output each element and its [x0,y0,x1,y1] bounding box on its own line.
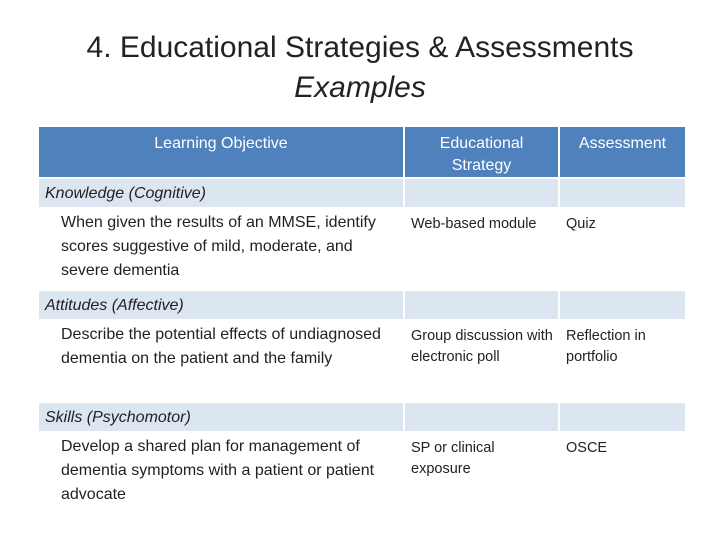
category-blank-cell [404,402,559,432]
category-row [38,402,686,432]
table-row [38,208,686,290]
objective-cell: Describe the potential effects of undiagnosed dementia on the patient and the family [38,320,404,402]
table-header-row [38,126,686,178]
assessment-cell: Quiz [559,208,686,290]
objective-cell: Develop a shared plan for management of dementia symptoms with a patient or patient advocate [38,432,404,532]
table-row [38,432,686,532]
category-row [38,178,686,208]
objective-cell: When given the results of an MMSE, identify scores suggestive of mild, moderate, and severe dementia [38,208,404,290]
strategy-cell: SP or clinical exposure [404,432,559,532]
category-label: Skills (Psychomotor) [38,402,404,432]
header-assessment: Assessment [559,126,686,178]
category-blank-cell [559,290,686,320]
category-blank-cell [404,178,559,208]
header-educational-strategy: Educational Strategy [404,126,559,178]
table-row [38,320,686,402]
category-label: Knowledge (Cognitive) [38,178,404,208]
slide-title [0,28,720,108]
category-blank-cell [559,402,686,432]
header-learning-objective: Learning Objective [38,126,404,178]
title-subtitle: Examples [294,71,426,104]
category-blank-cell [404,290,559,320]
category-label: Attitudes (Affective) [38,290,404,320]
strategies-table [37,125,687,533]
assessment-cell: OSCE [559,432,686,532]
strategy-cell: Web-based module [404,208,559,290]
strategy-cell: Group discussion with electronic poll [404,320,559,402]
assessment-cell: Reflection in portfolio [559,320,686,402]
category-row [38,290,686,320]
title-main: 4. Educational Strategies & Assessments [86,31,634,64]
category-blank-cell [559,178,686,208]
